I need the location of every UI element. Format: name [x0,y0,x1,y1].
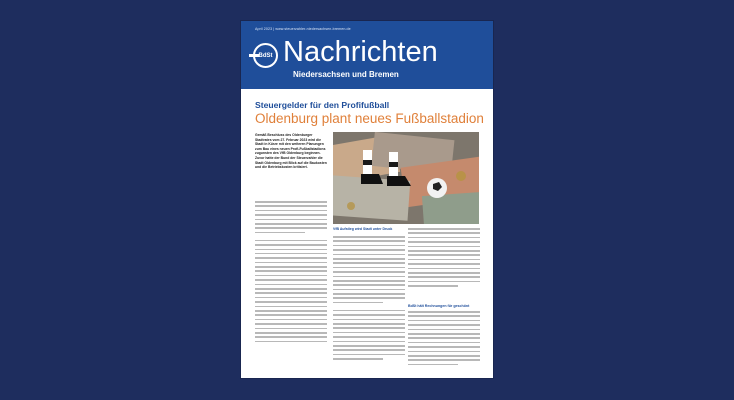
article-lead: Gemäß Beschluss des Oldenburger Stadtrates vom 27. Februar 2023 wird die Stadt in Kürze mit den weiteren Planungen zum Bau eines neuen Profi-Fußballstadions zugunsten des VfB Oldenburg beginnen. Zuvor hatte der Bund der Steuerzahler die Stadt Oldenburg mit Blick auf die Baukosten und die Betriebskosten kritisiert. [255,133,327,170]
article-subheading: BdSt hält Rechnungen für geschönt [408,304,470,308]
body-column-2 [333,236,405,363]
newsletter-title: Nachrichten [283,36,438,68]
article-photo [333,132,479,224]
money-football-photo [333,132,479,224]
article-kicker: Steuergelder für den Profifußball [255,100,390,110]
photo-caption: VfB Aufstieg wird Stadt unter Druck [333,227,393,231]
newsletter-page [241,21,493,378]
body-column-3 [408,228,480,289]
article-headline: Oldenburg plant neues Fußballstadion [255,111,484,126]
bdst-logo-icon [253,43,278,68]
masthead [241,21,493,89]
newsletter-subtitle: Niedersachsen und Bremen [293,70,399,79]
body-column-3-continued [408,311,480,368]
body-column-1 [255,201,327,345]
logo-text: BdSt [258,52,273,59]
issue-meta-line: April 2023 | www.steuerzahler-niedersachsen-bremen.de [255,27,351,31]
